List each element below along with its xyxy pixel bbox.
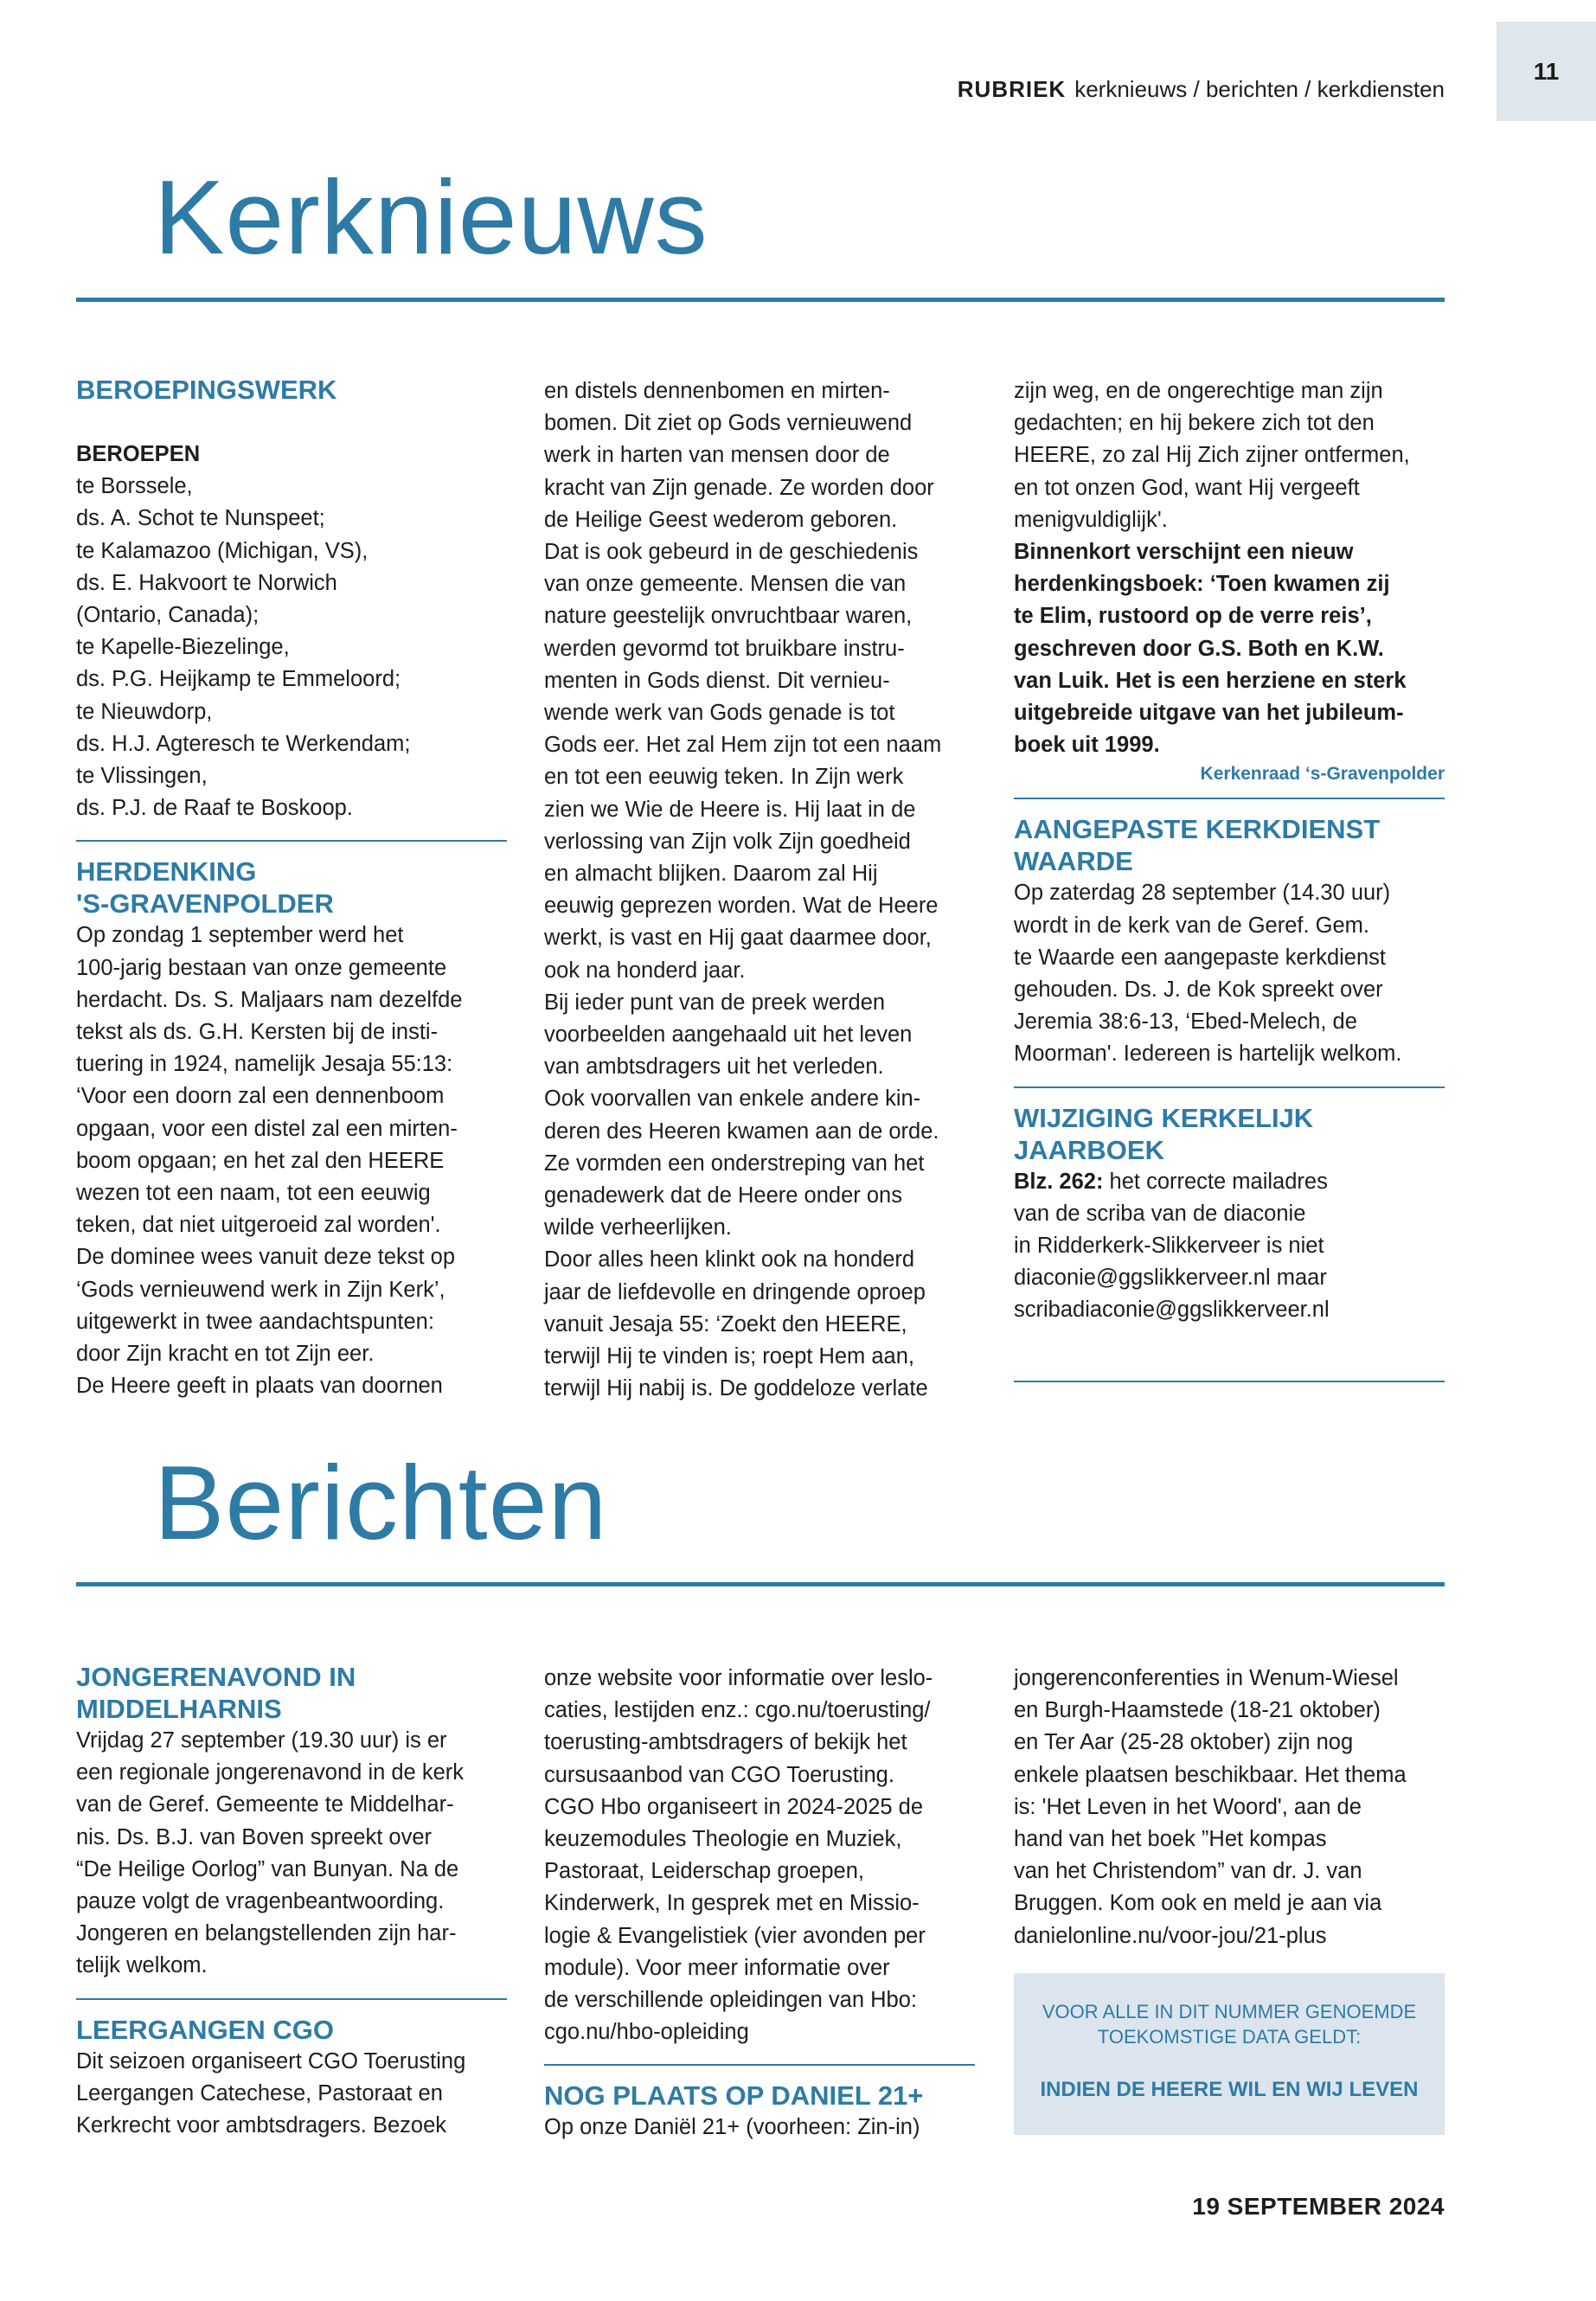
text-line: van de scriba van de diaconie [1014, 1201, 1306, 1226]
separator [1014, 1381, 1445, 1382]
text-line: en Ter Aar (25-28 oktober) zijn nog [1014, 1730, 1354, 1755]
text-line: De Heere geeft in plaats van doornen [76, 1374, 443, 1399]
subheading-beroepen: BEROEPEN [76, 442, 201, 466]
text-line: teken, dat niet uitgeroeid zal worden'. [76, 1213, 441, 1238]
text-line: vanuit Jesaja 55: ‘Zoekt den HEERE, [544, 1311, 907, 1336]
text-line: door Zijn kracht en tot Zijn eer. [76, 1342, 375, 1367]
rubriek-header [958, 76, 1445, 103]
text-line: te Kapelle-Biezelinge, [76, 635, 290, 660]
text-line: van onze gemeente. Mensen die van [544, 572, 907, 597]
text-line: zijn weg, en de ongerechtige man zijn [1014, 379, 1383, 403]
text-line: in Ridderkerk-Slikkerveer is niet [1014, 1234, 1324, 1259]
separator [544, 2064, 975, 2066]
heading-aangepaste-1: AANGEPASTE KERKDIENST [1014, 814, 1381, 845]
text-line: De dominee wees vanuit deze tekst op [76, 1245, 456, 1270]
heading-herdenking-1: HERDENKING [76, 856, 257, 888]
berichten-column-2 [544, 1663, 975, 2144]
heading-jongeren-1: JONGERENAVOND IN [76, 1662, 356, 1692]
text-line: herdenkingsboek: ‘Toen kwamen zij [1014, 572, 1390, 597]
text-line: van ambtsdragers uit het verleden. [544, 1054, 884, 1080]
text-line: module). Voor meer informatie over [544, 1955, 890, 1980]
section-title-kerknieuws: Kerknieuws [154, 158, 708, 276]
text-line: tuering in 1924, namelijk Jesaja 55:13: [76, 1052, 453, 1077]
text-line: boom opgaan; en het zal den HEERE [76, 1148, 445, 1173]
text-line: eeuwig geprezen worden. Wat de Heere [544, 894, 939, 919]
text-line: werk in harten van mensen door de [544, 443, 890, 468]
text-line: cgo.nu/hbo-opleiding [544, 2020, 749, 2045]
jongeren-text [76, 1725, 507, 1983]
beroepen-list [76, 471, 507, 824]
text-line: uitgewerkt in twee aandachtspunten: [76, 1309, 434, 1334]
rubriek-text: kerknieuws / berichten / kerkdiensten [1074, 76, 1445, 102]
separator [1014, 798, 1445, 799]
text-line: toerusting-ambtsdragers of bekijk het [544, 1730, 907, 1755]
text-line: bomen. Dit ziet op Gods vernieuwend [544, 411, 913, 436]
text-line: keuzemodules Theologie en Muziek, [544, 1827, 902, 1852]
daniel-text [544, 2112, 975, 2144]
text-line: kracht van Zijn genade. Ze worden door [544, 475, 934, 500]
herdenkingsboek-announcement [1014, 536, 1445, 761]
wijziging-page-ref: Blz. 262: [1014, 1169, 1104, 1194]
text-line: ds. P.G. Heijkamp te Emmeloord; [76, 667, 401, 692]
text-line: Pastoraat, Leiderschap groepen, [544, 1859, 864, 1884]
text-line: jaar de liefdevolle en dringende oproep [544, 1279, 926, 1304]
separator [76, 1998, 507, 2000]
notice-bold: INDIEN DE HEERE WIL EN WIJ LEVEN [1040, 2077, 1419, 2101]
notice-box [1014, 1973, 1445, 2135]
heading-leergangen: LEERGANGEN CGO [76, 2014, 334, 2045]
text-line: te Kalamazoo (Michigan, VS), [76, 538, 369, 563]
text-line: Op zondag 1 september werd het [76, 923, 404, 948]
text-line: wilde verheerlijken. [544, 1215, 732, 1240]
section-title-berichten: Berichten [154, 1444, 608, 1561]
text-line: van de Geref. Gemeente te Middelhar- [76, 1792, 454, 1817]
section-rule [76, 298, 1445, 302]
leergangen-text [76, 2046, 507, 2143]
wijziging-first-line [1014, 1166, 1445, 1198]
text-line: werden gevormd tot bruikbare instru- [544, 636, 905, 661]
text-line: Door alles heen klinkt ook na honderd [544, 1247, 915, 1272]
text-line: boek uit 1999. [1014, 733, 1160, 758]
text-line: zien we Wie de Heere is. Hij laat in de [544, 797, 916, 822]
text-line: gehouden. Ds. J. de Kok spreekt over [1014, 977, 1383, 1003]
text-line: de Heilige Geest wederom geboren. [544, 507, 898, 532]
text-line: van het Christendom” van dr. J. van [1014, 1859, 1362, 1884]
text-line: Op onze Daniël 21+ (voorheen: Zin-in) [544, 2115, 920, 2140]
text-line: Binnenkort verschijnt een nieuw [1014, 540, 1354, 565]
text-line: cursusaanbod van CGO Toerusting. [544, 1762, 894, 1787]
text-line: Ook voorvallen van enkele andere kin- [544, 1086, 921, 1112]
kerknieuws-column-2 [544, 375, 975, 1406]
text-line: Moorman'. Iedereen is hartelijk welkom. [1014, 1042, 1402, 1067]
text-line: nature geestelijk onvruchtbaar waren, [544, 604, 913, 629]
text-line: te Vlissingen, [76, 764, 208, 789]
notice-line-1: VOOR ALLE IN DIT NUMMER GENOEMDE [1042, 2000, 1417, 2022]
text-line: CGO Hbo organiseert in 2024-2025 de [544, 1794, 924, 1819]
text-line: wezen tot een naam, tot een eeuwig [76, 1181, 431, 1206]
text-line: en tot een eeuwig teken. In Zijn werk [544, 765, 904, 790]
text-line: Bruggen. Kom ook en meld je aan via [1014, 1891, 1382, 1916]
text-line: Jeremia 38:6-13, ‘Ebed-Melech, de [1014, 1009, 1357, 1035]
text-line: te Waarde een aangepaste kerkdienst [1014, 945, 1387, 970]
text-line: menigvuldiglijk'. [1014, 507, 1168, 532]
text-line: en almacht blijken. Daarom zal Hij [544, 862, 878, 887]
text-line: terwijl Hij te vinden is; roept Hem aan, [544, 1344, 915, 1369]
text-line: diaconie@ggslikkerveer.nl maar [1014, 1266, 1327, 1291]
text-line: logie & Evangelistiek (vier avonden per [544, 1923, 926, 1948]
text-line: tekst als ds. G.H. Kersten bij de insti- [76, 1020, 439, 1045]
heading-wijziging-1: WIJZIGING KERKELIJK [1014, 1102, 1314, 1133]
text-line: terwijl Hij nabij is. De goddeloze verlate [544, 1376, 928, 1401]
text-line: en tot onzen God, want Hij vergeeft [1014, 475, 1360, 500]
text-line: opgaan, voor een distel zal een mirten- [76, 1116, 458, 1141]
text-line: onze website voor informatie over leslo- [544, 1666, 933, 1690]
text-line: Gods eer. Het zal Hem zijn tot een naam [544, 733, 942, 758]
herdenking-text-end [1014, 375, 1445, 536]
heading-daniel: NOG PLAATS OP DANIEL 21+ [544, 2080, 924, 2112]
text-line: ‘Voor een doorn zal een dennenboom [76, 1084, 445, 1109]
heading-beroepingswerk: BEROEPINGSWERK [76, 375, 337, 405]
heading-jongeren-2: MIDDELHARNIS [76, 1694, 282, 1724]
herdenking-text [76, 920, 507, 1402]
page-number: 11 [1497, 22, 1596, 121]
text-line: caties, lestijden enz.: cgo.nu/toerusting/ [544, 1698, 931, 1723]
text-line: Jongeren en belangstellenden zijn har- [76, 1921, 457, 1946]
text-line: Ze vormden een onderstreping van het [544, 1150, 925, 1176]
text-line: pauze volgt de vragenbeantwoording. [76, 1889, 445, 1914]
section-rule [76, 1582, 1445, 1586]
text-line: menten in Gods dienst. Dit vernieu- [544, 668, 890, 693]
text-line: hand van het boek ”Het kompas [1014, 1827, 1327, 1852]
text-line: van Luik. Het is een herziene en sterk [1014, 668, 1407, 693]
text-line: Bij ieder punt van de preek werden [544, 990, 886, 1015]
issue-date: 19 SEPTEMBER 2024 [1192, 2193, 1445, 2220]
text-line: Vrijdag 27 september (19.30 uur) is er [76, 1728, 447, 1753]
heading-herdenking-2: 'S-GRAVENPOLDER [76, 888, 334, 920]
wijziging-first-text: het correcte mailadres [1103, 1169, 1328, 1194]
text-line: uitgebreide uitgave van het jubileum- [1014, 701, 1404, 726]
text-line: nis. Ds. B.J. van Boven spreekt over [76, 1824, 433, 1849]
text-line: Leergangen Catechese, Pastoraat en [76, 2080, 443, 2106]
text-line: ds. E. Hakvoort te Norwich [76, 570, 337, 595]
text-line: ds. A. Schot te Nunspeet; [76, 506, 325, 531]
text-line: Kinderwerk, In gesprek met en Missio- [544, 1891, 920, 1916]
text-line: herdacht. Ds. S. Maljaars nam dezelfde [76, 987, 463, 1012]
text-line: wende werk van Gods genade is tot [544, 701, 895, 726]
text-line: te Elim, rustoord op de verre reis’, [1014, 604, 1372, 629]
text-line: gedachten; en hij bekere zich tot den [1014, 411, 1375, 436]
text-line: verlossing van Zijn volk Zijn goedheid [544, 829, 911, 854]
text-line: de verschillende opleidingen van Hbo: [544, 1988, 917, 2013]
text-line: Op zaterdag 28 september (14.30 uur) [1014, 881, 1391, 906]
text-line: deren des Heeren kwamen aan de orde. [544, 1118, 939, 1144]
text-line: ‘Gods vernieuwend werk in Zijn Kerk’, [76, 1277, 445, 1302]
leergangen-text-continued [544, 1663, 975, 2048]
text-line: Dat is ook gebeurd in de geschiedenis [544, 540, 919, 565]
text-line: “De Heilige Oorlog” van Bunyan. Na de [76, 1856, 459, 1881]
text-line: voorbeelden aangehaald uit het leven [544, 1022, 913, 1048]
aangepaste-text [1014, 877, 1445, 1070]
berichten-column-3 [1014, 1663, 1445, 2135]
text-line: 100-jarig bestaan van onze gemeente [76, 955, 447, 980]
text-line: genadewerk dat de Heere onder ons [544, 1183, 902, 1208]
heading-wijziging-2: JAARBOEK [1014, 1134, 1164, 1165]
text-line: ds. H.J. Agteresch te Werkendam; [76, 731, 411, 756]
signature: Kerkenraad ‘s-Gravenpolder [1200, 764, 1445, 785]
separator [1014, 1086, 1445, 1088]
text-line: scribadiaconie@ggslikkerveer.nl [1014, 1298, 1330, 1323]
text-line: een regionale jongerenavond in de kerk [76, 1760, 464, 1785]
herdenking-text-continued [544, 375, 975, 1406]
separator [76, 840, 507, 842]
daniel-text-continued [1014, 1663, 1445, 1952]
notice-line-2: TOEKOMSTIGE DATA GELDT: [1097, 2025, 1362, 2048]
text-line: danielonline.nu/voor-jou/21-plus [1014, 1923, 1327, 1948]
text-line: te Nieuwdorp, [76, 699, 213, 724]
text-line: HEERE, zo zal Hij Zich zijner ontfermen, [1014, 443, 1410, 468]
berichten-column-1 [76, 1661, 507, 2142]
heading-aangepaste-2: WAARDE [1014, 846, 1133, 877]
text-line: is: 'Het Leven in het Woord', aan de [1014, 1794, 1362, 1819]
rubriek-label: RUBRIEK [957, 76, 1067, 102]
text-line: enkele plaatsen beschikbaar. Het thema [1014, 1762, 1407, 1787]
text-line: te Borssele, [76, 474, 193, 499]
text-line: en distels dennenbomen en mirten- [544, 379, 890, 403]
text-line: werkt, is vast en Hij gaat daarmee door, [544, 926, 932, 951]
text-line: jongerenconferenties in Wenum-Wiesel [1014, 1666, 1399, 1690]
kerknieuws-column-1 [76, 374, 507, 1402]
text-line: Kerkrecht voor ambtsdragers. Bezoek [76, 2113, 447, 2138]
text-line: (Ontario, Canada); [76, 603, 260, 628]
text-line: ds. P.J. de Raaf te Boskoop. [76, 796, 353, 821]
wijziging-text [1014, 1198, 1445, 1327]
kerknieuws-column-3 [1014, 375, 1445, 1396]
text-line: Dit seizoen organiseert CGO Toerusting [76, 2048, 466, 2073]
text-line: ook na honderd jaar. [544, 958, 746, 983]
text-line: en Burgh-Haamstede (18-21 oktober) [1014, 1698, 1381, 1723]
text-line: telijk welkom. [76, 1953, 208, 1978]
text-line: wordt in de kerk van de Geref. Gem. [1014, 913, 1370, 938]
text-line: geschreven door G.S. Both en K.W. [1014, 636, 1384, 661]
